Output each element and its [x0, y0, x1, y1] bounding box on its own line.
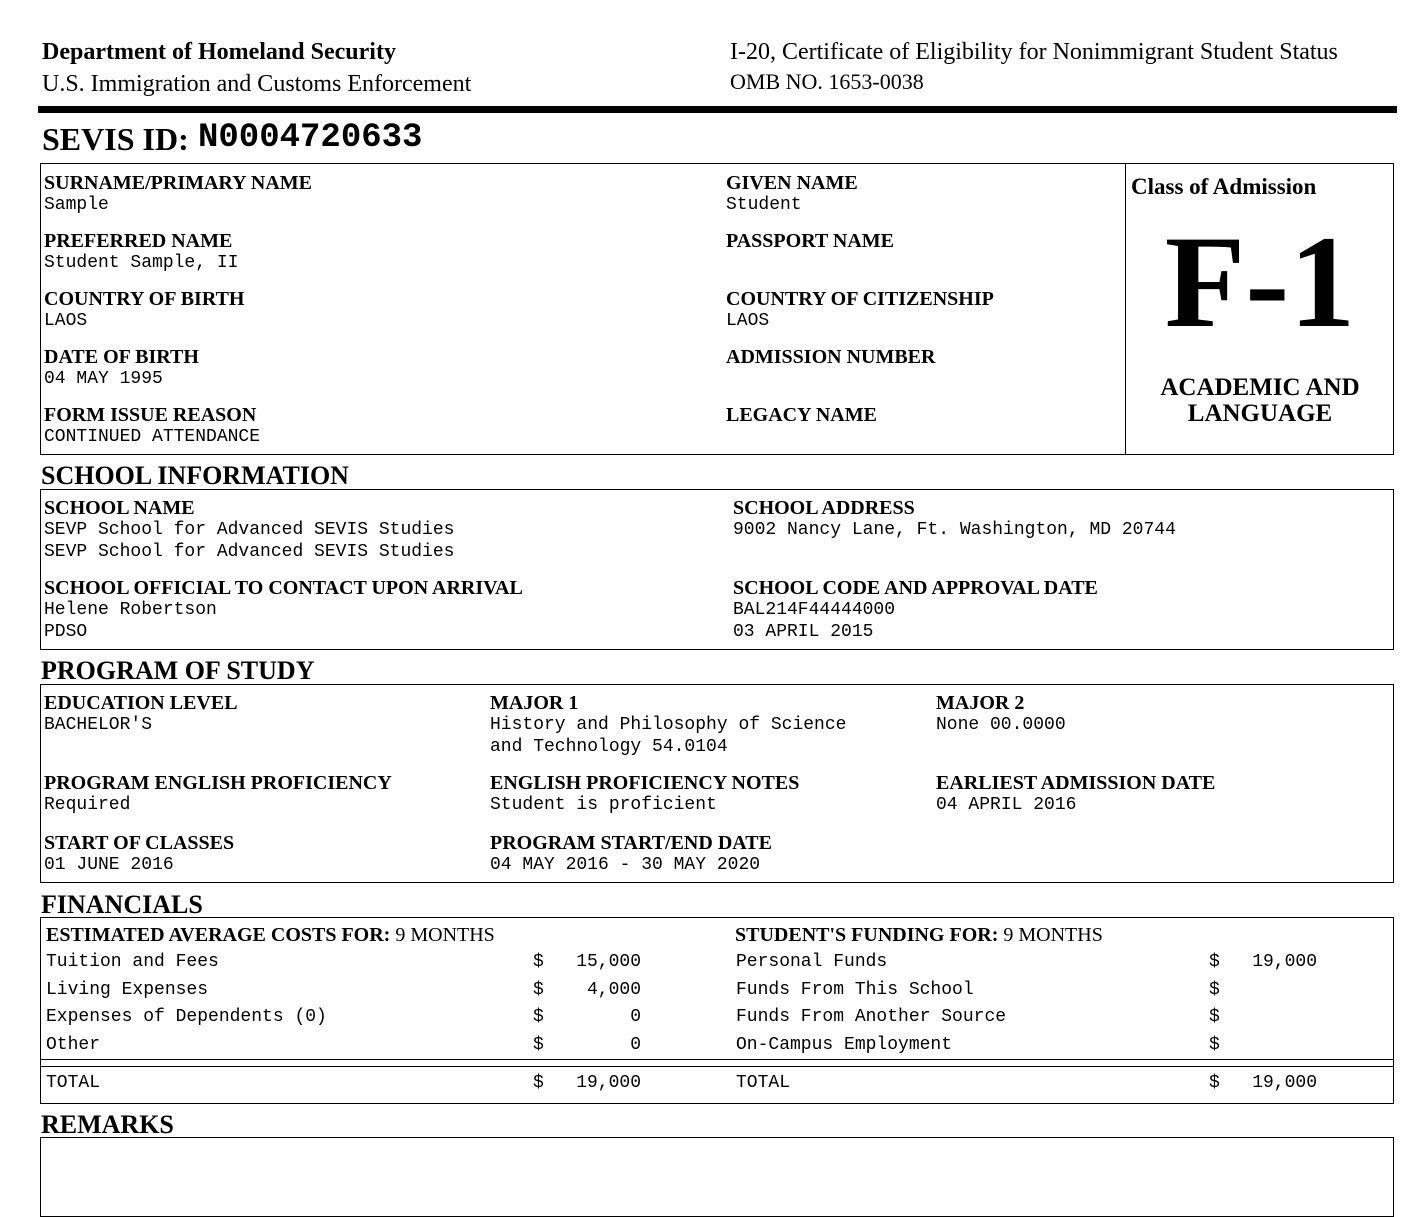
header-rule — [38, 106, 1397, 113]
funding-total-currency: $ — [1209, 1073, 1220, 1093]
english-notes-value: Student is proficient — [490, 795, 717, 815]
country-of-birth-value: LAOS — [44, 311, 88, 331]
cost-row-label: Tuition and Fees — [46, 952, 219, 972]
school-approval-date: 03 APRIL 2015 — [733, 622, 874, 642]
country-of-birth-label: COUNTRY OF BIRTH — [44, 288, 245, 310]
school-official-label: SCHOOL OFFICIAL TO CONTACT UPON ARRIVAL — [44, 577, 523, 599]
school-info-title: SCHOOL INFORMATION — [41, 461, 349, 490]
given-name-label: GIVEN NAME — [726, 172, 858, 194]
english-notes-label: ENGLISH PROFICIENCY NOTES — [490, 772, 800, 794]
passport-name-label: PASSPORT NAME — [726, 230, 895, 252]
preferred-name-label: PREFERRED NAME — [44, 230, 233, 252]
english-proficiency-value: Required — [44, 795, 131, 815]
funding-row-currency: $ — [1209, 1007, 1220, 1027]
surname-label: SURNAME/PRIMARY NAME — [44, 172, 312, 194]
cost-row-currency: $ — [533, 1034, 544, 1055]
cost-row-label: Other — [46, 1034, 101, 1055]
admission-category-line2: LANGUAGE — [1187, 400, 1333, 427]
remarks-title: REMARKS — [41, 1110, 174, 1139]
cost-row-amount: 4,000 — [586, 979, 641, 1000]
legacy-name-label: LEGACY NAME — [726, 404, 877, 426]
sevis-id-label: SEVIS ID: — [42, 121, 189, 157]
funding-total-label: TOTAL — [736, 1073, 791, 1093]
program-dates-label: PROGRAM START/END DATE — [490, 832, 772, 854]
earliest-admission-value: 04 APRIL 2016 — [936, 795, 1077, 815]
agency-name: Department of Homeland Security — [42, 39, 396, 65]
omb-number: OMB NO. 1653-0038 — [730, 69, 924, 94]
major1-line1: History and Philosophy of Science — [490, 715, 847, 735]
cost-row-amount: 0 — [630, 1007, 641, 1027]
major1-label: MAJOR 1 — [490, 692, 579, 714]
class-of-admission-label: Class of Admission — [1131, 174, 1317, 199]
school-address-label: SCHOOL ADDRESS — [733, 497, 915, 519]
given-name-value: Student — [726, 195, 802, 215]
preferred-name-value: Student Sample, II — [44, 253, 239, 273]
program-dates-value: 04 MAY 2016 - 30 MAY 2020 — [490, 855, 761, 875]
funding-row-label: Funds From This School — [736, 979, 974, 1000]
form-issue-reason-value: CONTINUED ATTENDANCE — [44, 427, 261, 447]
financials-total-rule-top — [40, 1059, 1394, 1060]
cost-row-label: Living Expenses — [46, 979, 209, 1000]
school-code-label: SCHOOL CODE AND APPROVAL DATE — [733, 577, 1098, 599]
school-official-title: PDSO — [44, 622, 88, 642]
funding-row-currency: $ — [1209, 1034, 1220, 1055]
major1-line2: and Technology 54.0104 — [490, 737, 728, 757]
surname-value: Sample — [44, 195, 109, 215]
admission-class: F-1 — [1164, 208, 1356, 355]
funding-total-amount: 19,000 — [1252, 1073, 1317, 1093]
funding-header — [735, 924, 1103, 946]
costs-period: 9 MONTHS — [390, 924, 495, 946]
program-of-study-title: PROGRAM OF STUDY — [41, 656, 315, 685]
funding-row-currency: $ — [1209, 979, 1220, 1000]
education-level-value: BACHELOR'S — [44, 715, 153, 735]
costs-total-label: TOTAL — [46, 1073, 101, 1093]
start-of-classes-label: START OF CLASSES — [44, 832, 235, 854]
date-of-birth-value: 04 MAY 1995 — [44, 369, 163, 389]
funding-row-label: Personal Funds — [736, 952, 888, 972]
funding-row-label: Funds From Another Source — [736, 1007, 1007, 1027]
country-of-citizenship-label: COUNTRY OF CITIZENSHIP — [726, 288, 994, 310]
form-issue-reason-label: FORM ISSUE REASON — [44, 404, 257, 426]
major2-value: None 00.0000 — [936, 715, 1066, 735]
admission-divider — [1125, 163, 1126, 455]
funding-period: 9 MONTHS — [998, 924, 1103, 946]
cost-row-label: Expenses of Dependents (0) — [46, 1007, 327, 1027]
cost-row-amount: 15,000 — [576, 952, 641, 972]
costs-header — [46, 924, 495, 946]
funding-row-amount: 19,000 — [1252, 952, 1317, 972]
cost-row-currency: $ — [533, 1007, 544, 1027]
admission-number-label: ADMISSION NUMBER — [726, 346, 936, 368]
date-of-birth-label: DATE OF BIRTH — [44, 346, 199, 368]
school-info-box — [40, 489, 1394, 650]
education-level-label: EDUCATION LEVEL — [44, 692, 238, 714]
cost-row-currency: $ — [533, 979, 544, 1000]
funding-row-label: On-Campus Employment — [736, 1034, 953, 1055]
cost-row-currency: $ — [533, 952, 544, 972]
country-of-citizenship-value: LAOS — [726, 311, 770, 331]
sevis-id-value: N0004720633 — [198, 119, 423, 157]
funding-row-currency: $ — [1209, 952, 1220, 972]
financials-title: FINANCIALS — [41, 890, 203, 919]
earliest-admission-label: EARLIEST ADMISSION DATE — [936, 772, 1216, 794]
remarks-box — [40, 1137, 1394, 1217]
school-name-line2: SEVP School for Advanced SEVIS Studies — [44, 542, 455, 562]
sub-agency-name: U.S. Immigration and Customs Enforcement — [42, 71, 472, 97]
form-title: I-20, Certificate of Eligibility for Nonimmigrant Student Status — [730, 39, 1338, 65]
school-code-value: BAL214F44444000 — [733, 600, 896, 620]
english-proficiency-label: PROGRAM ENGLISH PROFICIENCY — [44, 772, 392, 794]
admission-category-line1: ACADEMIC AND — [1160, 374, 1360, 401]
school-name-line1: SEVP School for Advanced SEVIS Studies — [44, 520, 455, 540]
costs-total-amount: 19,000 — [576, 1073, 641, 1093]
financials-total-rule-bottom — [40, 1066, 1394, 1067]
costs-total-currency: $ — [533, 1073, 544, 1093]
school-name-label: SCHOOL NAME — [44, 497, 195, 519]
costs-header-label: ESTIMATED AVERAGE COSTS FOR: — [46, 924, 391, 946]
school-address-value: 9002 Nancy Lane, Ft. Washington, MD 20744 — [733, 520, 1176, 540]
major2-label: MAJOR 2 — [936, 692, 1025, 714]
funding-header-label: STUDENT'S FUNDING FOR: — [735, 924, 999, 946]
school-official-name: Helene Robertson — [44, 600, 217, 620]
cost-row-amount: 0 — [630, 1034, 641, 1055]
start-of-classes-value: 01 JUNE 2016 — [44, 855, 174, 875]
